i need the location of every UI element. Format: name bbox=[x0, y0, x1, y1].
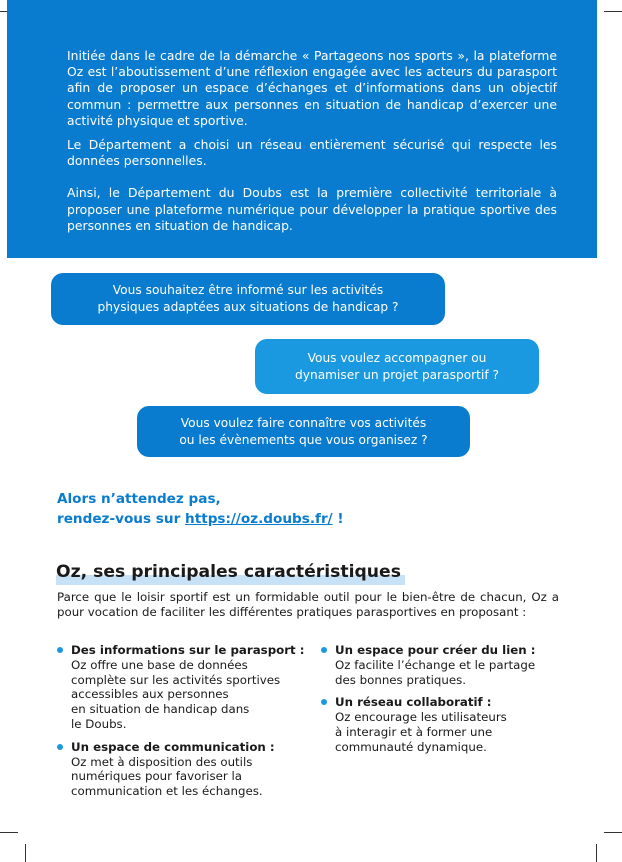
bullet-icon bbox=[321, 647, 327, 653]
feature-title: Un espace pour créer du lien : bbox=[335, 643, 536, 657]
question-bubble bbox=[51, 273, 445, 325]
features-left-column bbox=[57, 643, 307, 799]
feature-item bbox=[57, 740, 307, 799]
website-link[interactable]: https://oz.doubs.fr/ bbox=[185, 511, 333, 527]
bullet-icon bbox=[57, 744, 63, 750]
call-to-action bbox=[57, 489, 344, 529]
bullet-icon bbox=[321, 699, 327, 705]
feature-title: Des informations sur le parasport : bbox=[71, 643, 305, 657]
crop-mark bbox=[604, 832, 622, 833]
hero-paragraph: Ainsi, le Département du Doubs est la première collectivité territoriale à proposer une plateforme numérique pour développer la pratique sportive des personnes en situation de handicap. bbox=[67, 185, 557, 233]
feature-description: Oz met à disposition des outils numériques pour favoriser la communication et les échanges. bbox=[71, 754, 263, 799]
section-title: Oz, ses principales caractéristiques bbox=[56, 561, 405, 585]
cta-suffix: ! bbox=[332, 511, 344, 527]
features-right-column bbox=[321, 643, 561, 755]
feature-description: Oz encourage les utilisateurs à interagir et à former une communauté dynamique. bbox=[335, 710, 507, 754]
bubble-line: physiques adaptées aux situations de handicap ? bbox=[97, 300, 399, 314]
crop-mark bbox=[596, 844, 597, 862]
hero-text bbox=[67, 48, 557, 234]
bubble-line: Vous voulez accompagner ou bbox=[307, 350, 487, 365]
cta-line: Alors n’attendez pas, bbox=[57, 491, 221, 507]
cta-line bbox=[57, 509, 344, 529]
feature-description: Oz offre une base de données complète sur les activités sportives accessibles aux personnes en situation de handicap dans le Doubs. bbox=[71, 657, 281, 731]
bullet-icon bbox=[57, 647, 63, 653]
feature-title: Un réseau collaboratif : bbox=[335, 695, 492, 710]
crop-mark bbox=[25, 844, 26, 862]
bubble-line: Vous souhaitez être informé sur les activités bbox=[112, 283, 384, 297]
bubble-line: ou les évènements que vous organisez ? bbox=[179, 432, 428, 447]
feature-description: Oz facilite l’échange et le partage des bonnes pratiques. bbox=[335, 657, 536, 687]
hero-paragraph: Le Département a choisi un réseau entièrement sécurisé qui respecte les données personnelles. bbox=[67, 137, 557, 169]
hero-paragraph: Initiée dans le cadre de la démarche « Partageons nos sports », la plateforme Oz est l’aboutissement d’une réflexion engagée avec les acteurs du parasport afin de proposer un espace d’échanges et d’informations dans un objectif commun : permettre aux personnes en situation de handicap d’exercer une activité physique et sportive. bbox=[67, 48, 557, 128]
crop-mark bbox=[0, 832, 18, 833]
bubble-line: dynamiser un projet parasportif ? bbox=[295, 367, 499, 382]
question-bubble bbox=[255, 339, 539, 394]
feature-title: Un espace de communication : bbox=[71, 739, 275, 754]
feature-item bbox=[57, 643, 307, 732]
crop-mark bbox=[604, 11, 622, 12]
question-bubble bbox=[137, 406, 470, 457]
bubble-line: Vous voulez faire connaître vos activités bbox=[180, 415, 427, 430]
cta-prefix: rendez-vous sur bbox=[57, 511, 186, 527]
feature-item bbox=[321, 695, 561, 754]
section-intro: Parce que le loisir sportif est un formidable outil pour le bien-être de chacun, Oz a pour vocation de faciliter les différentes pratiques parasportives en proposant : bbox=[57, 590, 559, 619]
feature-item bbox=[321, 643, 561, 687]
